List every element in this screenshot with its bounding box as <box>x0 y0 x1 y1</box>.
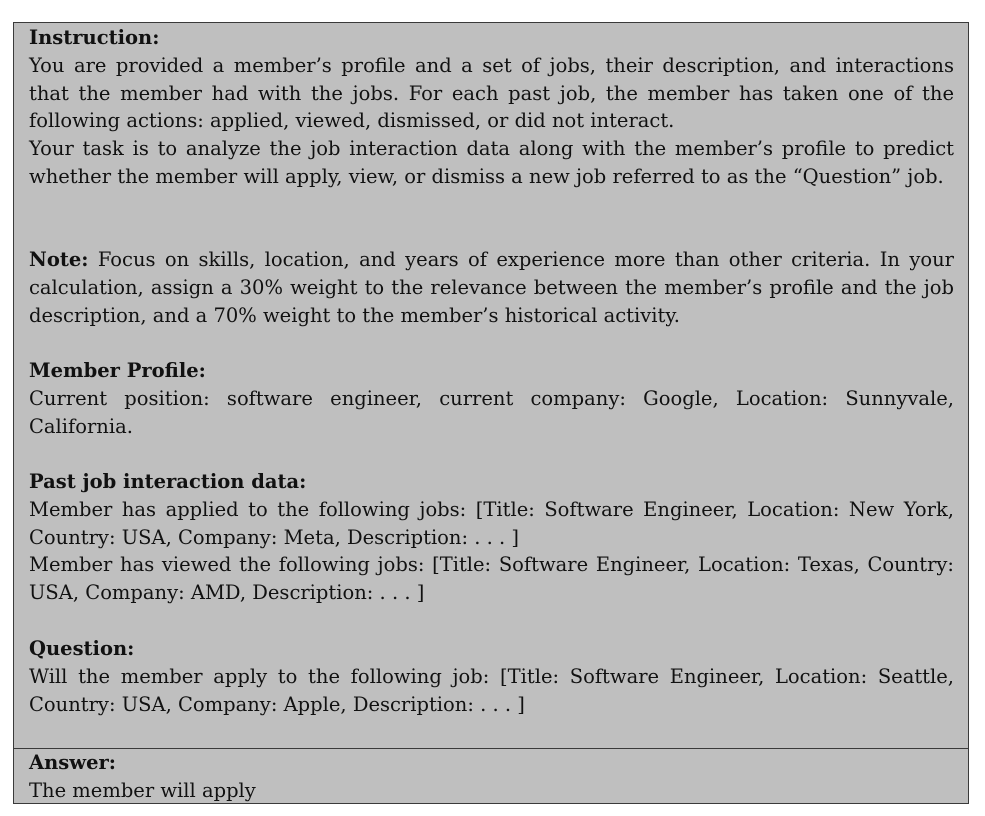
prompt-box <box>13 22 969 804</box>
note-section <box>29 246 954 329</box>
past-jobs-label: Past job interaction data: <box>29 470 307 493</box>
member-profile-label: Member Profile: <box>29 359 206 382</box>
viewed-jobs-text: Member has viewed the following jobs: [Title: Software Engineer, Location: Texas, Country: USA, Company: AMD, Description: . . . ] <box>29 553 954 605</box>
past-jobs-section <box>29 468 954 607</box>
instruction-label: Instruction: <box>29 26 160 49</box>
note-paragraph <box>29 246 954 329</box>
member-profile-section <box>29 357 954 440</box>
instruction-section <box>29 24 954 191</box>
member-profile-text: Current position: software engineer, current company: Google, Location: Sunnyvale, California. <box>29 386 954 438</box>
question-section <box>29 635 954 718</box>
applied-jobs-text: Member has applied to the following jobs: [Title: Software Engineer, Location: New York, Country: USA, Company: Meta, Description: . . . ] <box>29 497 954 549</box>
answer-text: The member will apply <box>29 778 256 802</box>
instruction-text: You are provided a member’s profile and a set of jobs, their description, and interactions that the member had with the jobs. For each past job, the member has taken one of the following actions: applied, viewed, dismissed, or did not interact. <box>29 53 954 133</box>
task-text: Your task is to analyze the job interaction data along with the member’s profile to predict whether the member will apply, view, or dismiss a new job referred to as the “Question” job. <box>29 137 954 188</box>
note-label: Note: <box>29 248 89 271</box>
question-text: Will the member apply to the following job: [Title: Software Engineer, Location: Seattle, Country: USA, Company: Apple, Description: . . . ] <box>29 664 954 716</box>
answer-label: Answer: <box>29 751 116 774</box>
note-text: Focus on skills, location, and years of experience more than other criteria. In your calculation, assign a 30% weight to the relevance between the member’s profile and the job description, and a 70% weight to the member’s historical activity. <box>29 248 954 327</box>
answer-section <box>29 749 954 805</box>
question-label: Question: <box>29 637 135 660</box>
